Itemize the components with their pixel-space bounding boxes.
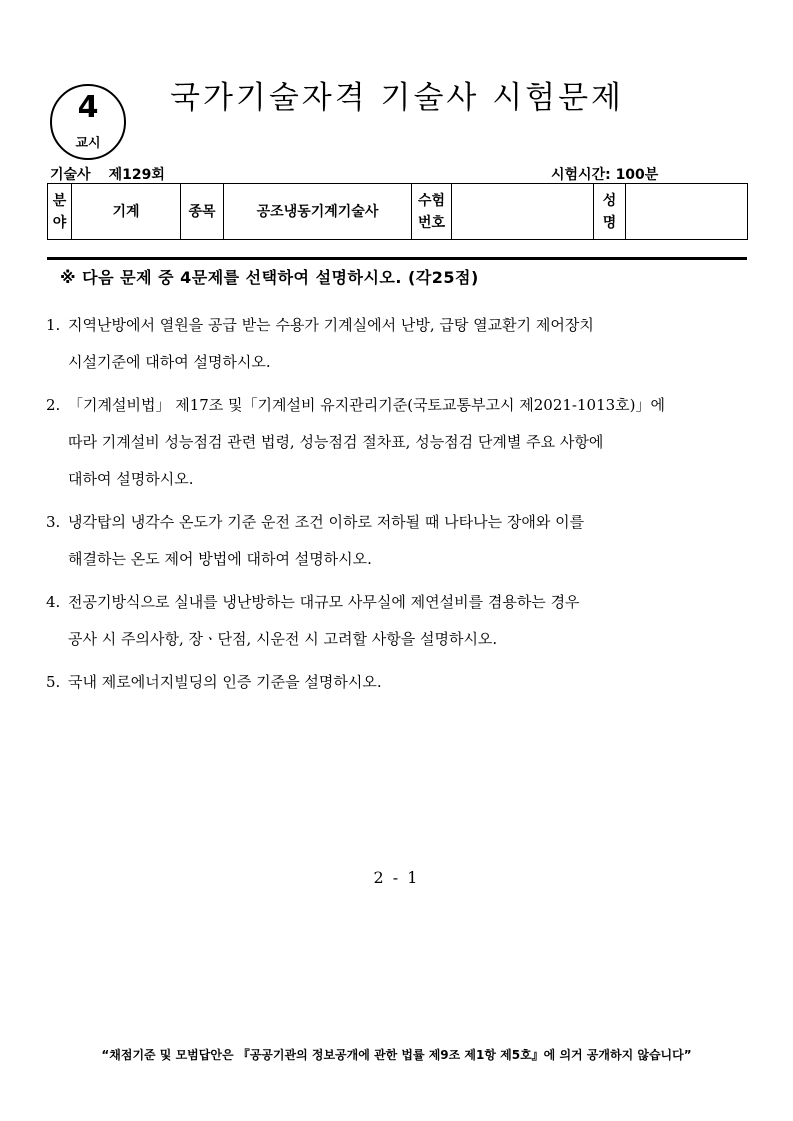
session-badge xyxy=(50,84,126,160)
question-number: 2. xyxy=(46,396,61,414)
footer-notice: “채점기준 및 모범답안은 『공공기관의 정보공개에 관한 법률 제9조 제1항 제5호』에 의거 공개하지 않습니다” xyxy=(101,1048,692,1062)
question-item xyxy=(46,307,751,381)
question-line: 지역난방에서 열원을 공급 받는 수용가 기계실에서 난방, 급탕 열교환기 제어장치 xyxy=(68,316,594,334)
name-field[interactable] xyxy=(626,184,748,240)
field-value: 기계 xyxy=(72,184,181,240)
question-item xyxy=(46,584,751,658)
exam-info xyxy=(50,164,165,184)
exam-time: 시험시간: 100분 xyxy=(551,167,659,183)
exam-type: 기술사 xyxy=(50,167,91,183)
question-number: 1. xyxy=(46,316,61,334)
info-table xyxy=(47,183,748,240)
question-list xyxy=(46,307,751,707)
category-value: 공조냉동기계기술사 xyxy=(224,184,412,240)
question-line: 대하여 설명하시오. xyxy=(68,470,194,488)
question-line: 따라 기계설비 성능점검 관련 법령, 성능점검 절차표, 성능점검 단계별 주요 사항에 xyxy=(68,433,604,451)
question-line: 시설기준에 대하여 설명하시오. xyxy=(68,353,271,371)
field-label: 분야 xyxy=(48,184,72,240)
question-item xyxy=(46,504,751,578)
session-label: 교시 xyxy=(75,136,101,151)
session-number: 4 xyxy=(77,90,99,125)
question-item xyxy=(46,387,751,498)
name-label: 성명 xyxy=(594,184,626,240)
question-line: 전공기방식으로 실내를 냉난방하는 대규모 사무실에 제연설비를 겸용하는 경우 xyxy=(68,593,580,611)
question-line: 「기계설비법」 제17조 및「기계설비 유지관리기준(국토교통부고시 제2021-1013호)」에 xyxy=(68,396,666,414)
question-item xyxy=(46,664,751,701)
exam-number-field[interactable] xyxy=(452,184,594,240)
category-label: 종목 xyxy=(181,184,224,240)
page-number: 2 - 1 xyxy=(373,868,420,887)
question-number: 3. xyxy=(46,513,61,531)
question-line: 해결하는 온도 제어 방법에 대하여 설명하시오. xyxy=(68,550,372,568)
question-line: 공사 시 주의사항, 장ㆍ단점, 시운전 시 고려할 사항을 설명하시오. xyxy=(68,630,498,648)
question-line: 국내 제로에너지빌딩의 인증 기준을 설명하시오. xyxy=(68,673,382,691)
question-number: 4. xyxy=(46,593,61,611)
page-title: 국가기술자격 기술사 시험문제 xyxy=(170,80,625,116)
question-number: 5. xyxy=(46,673,61,691)
question-line: 냉각탑의 냉각수 온도가 기준 운전 조건 이하로 저하될 때 나타나는 장애와 이를 xyxy=(68,513,585,531)
divider xyxy=(47,257,747,260)
instructions: ※ 다음 문제 중 4문제를 선택하여 설명하시오. (각25점) xyxy=(60,268,479,287)
exam-number-label: 수험번호 xyxy=(412,184,452,240)
exam-round: 제129회 xyxy=(108,167,165,183)
